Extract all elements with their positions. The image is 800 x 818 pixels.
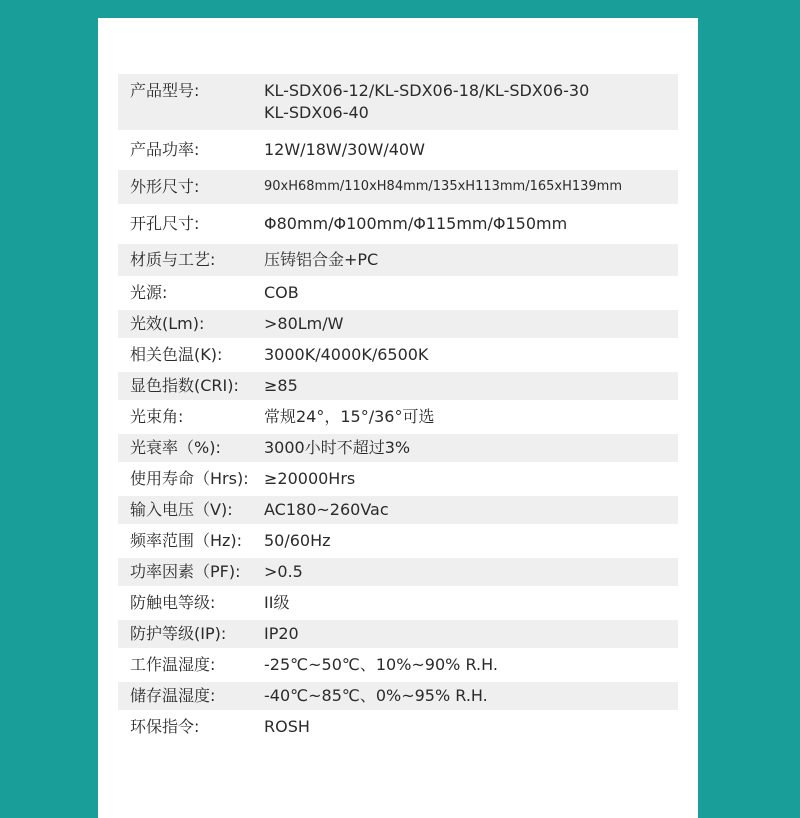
spec-value: II级: [264, 593, 290, 612]
spec-value: -40℃~85℃、0%~95% R.H.: [264, 686, 488, 705]
spec-row-environmental-directive: [118, 713, 678, 741]
spec-value: Φ80mm/Φ100mm/Φ115mm/Φ150mm: [264, 214, 568, 233]
spec-row-dimensions: [118, 170, 678, 204]
spec-label: 防触电等级:: [130, 593, 216, 612]
spec-value-line: KL-SDX06-40: [264, 103, 369, 122]
spec-value: IP20: [264, 624, 299, 643]
spec-label: 防护等级(IP):: [130, 624, 227, 643]
spec-label: 输入电压（V):: [130, 500, 233, 519]
spec-row-storage-conditions: [118, 682, 678, 710]
spec-row-light-source: [118, 279, 678, 307]
spec-row-power-factor: [118, 558, 678, 586]
spec-value: 90xH68mm/110xH84mm/135xH113mm/165xH139mm: [264, 179, 623, 194]
spec-label: 环保指令:: [130, 717, 200, 736]
spec-label: 产品型号:: [130, 81, 200, 100]
spec-value: 常规24°，15°/36°可选: [264, 407, 435, 426]
spec-row-cri: [118, 372, 678, 400]
spec-row-beam-angle: [118, 403, 678, 431]
spec-label: 使用寿命（Hrs):: [130, 469, 249, 488]
spec-value: AC180~260Vac: [264, 500, 389, 519]
spec-row-cutout: [118, 207, 678, 241]
spec-value: COB: [264, 283, 299, 302]
spec-value: ROSH: [264, 717, 310, 736]
spec-label: 产品功率:: [130, 140, 200, 159]
spec-row-model: [118, 74, 678, 130]
spec-row-power: [118, 133, 678, 167]
spec-label: 材质与工艺:: [130, 250, 216, 269]
spec-value: ≥20000Hrs: [264, 469, 356, 488]
spec-value: 50/60Hz: [264, 531, 331, 550]
spec-value: >0.5: [264, 562, 303, 581]
spec-table: [118, 74, 678, 744]
spec-label: 储存温湿度:: [130, 686, 216, 705]
spec-row-ip-rating: [118, 620, 678, 648]
spec-value: ≥85: [264, 376, 298, 395]
spec-value: >80Lm/W: [264, 314, 344, 333]
spec-label: 光效(Lm):: [130, 314, 205, 333]
spec-label: 显色指数(CRI):: [130, 376, 239, 395]
spec-label: 功率因素（PF):: [130, 562, 241, 581]
spec-sheet-panel: [98, 18, 698, 818]
spec-value: [264, 80, 678, 124]
spec-row-lumen-depreciation: [118, 434, 678, 462]
spec-row-shock-protection: [118, 589, 678, 617]
spec-value-line: KL-SDX06-12/KL-SDX06-18/KL-SDX06-30: [264, 81, 590, 100]
spec-label: 工作温湿度:: [130, 655, 216, 674]
spec-value: 压铸铝合金+PC: [264, 250, 379, 269]
spec-value: -25℃~50℃、10%~90% R.H.: [264, 655, 498, 674]
spec-value: 12W/18W/30W/40W: [264, 140, 425, 159]
spec-row-lifespan: [118, 465, 678, 493]
spec-label: 相关色温(K):: [130, 345, 223, 364]
spec-label: 外形尺寸:: [130, 177, 200, 196]
spec-row-material: [118, 244, 678, 276]
spec-label: 光衰率（%):: [130, 438, 221, 457]
spec-label: 光束角:: [130, 407, 184, 426]
spec-value: 3000小时不超过3%: [264, 438, 411, 457]
spec-label: 开孔尺寸:: [130, 214, 200, 233]
spec-row-input-voltage: [118, 496, 678, 524]
spec-label: 光源:: [130, 283, 168, 302]
spec-label: 频率范围（Hz):: [130, 531, 243, 550]
spec-value: 3000K/4000K/6500K: [264, 345, 429, 364]
spec-row-efficacy: [118, 310, 678, 338]
spec-row-cct: [118, 341, 678, 369]
spec-row-frequency: [118, 527, 678, 555]
spec-row-operating-conditions: [118, 651, 678, 679]
